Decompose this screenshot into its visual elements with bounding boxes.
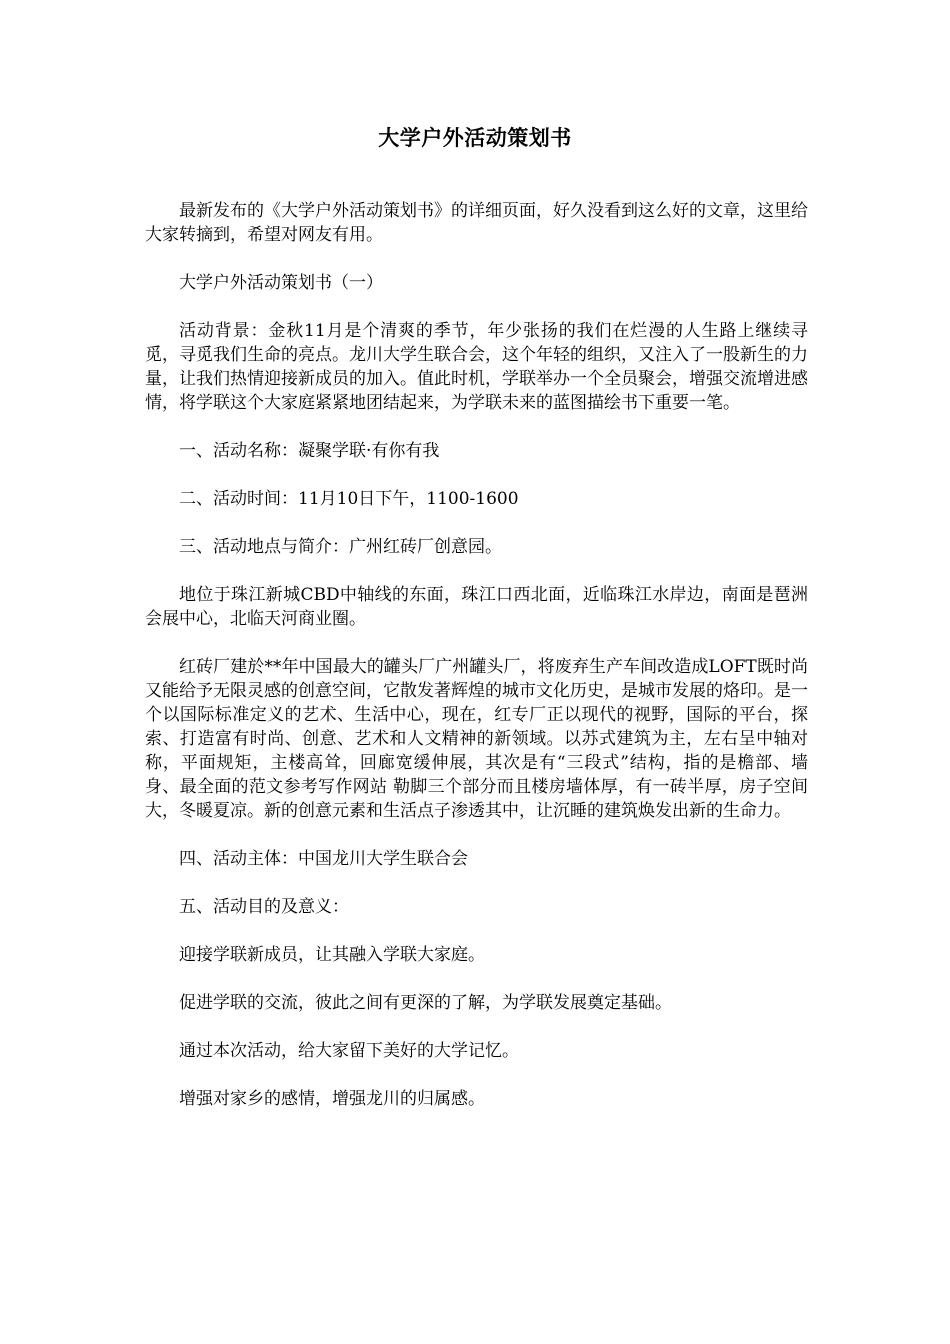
paragraph-activity-host: 四、活动主体：中国龙川大学生联合会: [179, 849, 468, 869]
document-body: [145, 199, 808, 1135]
paragraph-venue-description: 红砖厂建於**年中国最大的罐头厂广州罐头厂，将废弃生产车间改造成LOFT既时尚又能给予无限灵感的创意空间，它散发著辉煌的城市文化历史，是城市发展的烙印。是一个以国际标准定义的艺术、生活中心，现在，红专厂正以现代的视野，国际的平台，探索、打造富有时尚、创意、艺术和人文精神的新领域。以苏式建筑为主，左右呈中轴对称，平面规矩，主楼高耸，回廊宽缓伸展，其次是有“三段式”结构，指的是檐部、墙身、最全面的范文参考写作网站 勒脚三个部分而且楼房墙体厚，有一砖半厚，房子空间大，冬暖夏凉。新的创意元素和生活点子渗透其中，让沉睡的建筑焕发出新的生命力。: [145, 657, 808, 821]
document-title: 大学户外活动策划书: [378, 125, 572, 150]
paragraph-section-heading: 大学户外活动策划书（一）: [179, 273, 383, 293]
paragraph-activity-name: 一、活动名称：凝聚学联·有你有我: [179, 441, 440, 461]
paragraph-purpose-heading: 五、活动目的及意义：: [179, 897, 349, 917]
paragraph-purpose-3: 通过本次活动，给大家留下美好的大学记忆。: [179, 1041, 519, 1061]
paragraph-purpose-1: 迎接学联新成员，让其融入学联大家庭。: [179, 945, 485, 965]
paragraph-background: 活动背景：金秋11月是个清爽的季节，年少张扬的我们在烂漫的人生路上继续寻觅，寻觅我们生命的亮点。龙川大学生联合会，这个年轻的组织，又注入了一股新生的力量，让我们热情迎接新成员的加入。值此时机，学联举办一个全员聚会，增强交流增进感情，将学联这个大家庭紧紧地团结起来，为学联未来的蓝图描绘书下重要一笔。: [145, 321, 808, 413]
paragraph-location-detail: 地位于珠江新城CBD中轴线的东面，珠江口西北面，近临珠江水岸边，南面是琶洲会展中心，北临天河商业圈。: [145, 585, 808, 629]
paragraph-activity-location: 三、活动地点与简介：广州红砖厂创意园。: [179, 537, 502, 557]
paragraph-purpose-2: 促进学联的交流，彼此之间有更深的了解，为学联发展奠定基础。: [179, 993, 672, 1013]
paragraph-purpose-4: 增强对家乡的感情，增强龙川的归属感。: [179, 1089, 485, 1109]
paragraph-activity-time: 二、活动时间：11月10日下午，1100-1600: [179, 489, 519, 509]
paragraph-intro: 最新发布的《大学户外活动策划书》的详细页面，好久没看到这么好的文章，这里给大家转摘到，希望对网友有用。: [145, 201, 808, 245]
